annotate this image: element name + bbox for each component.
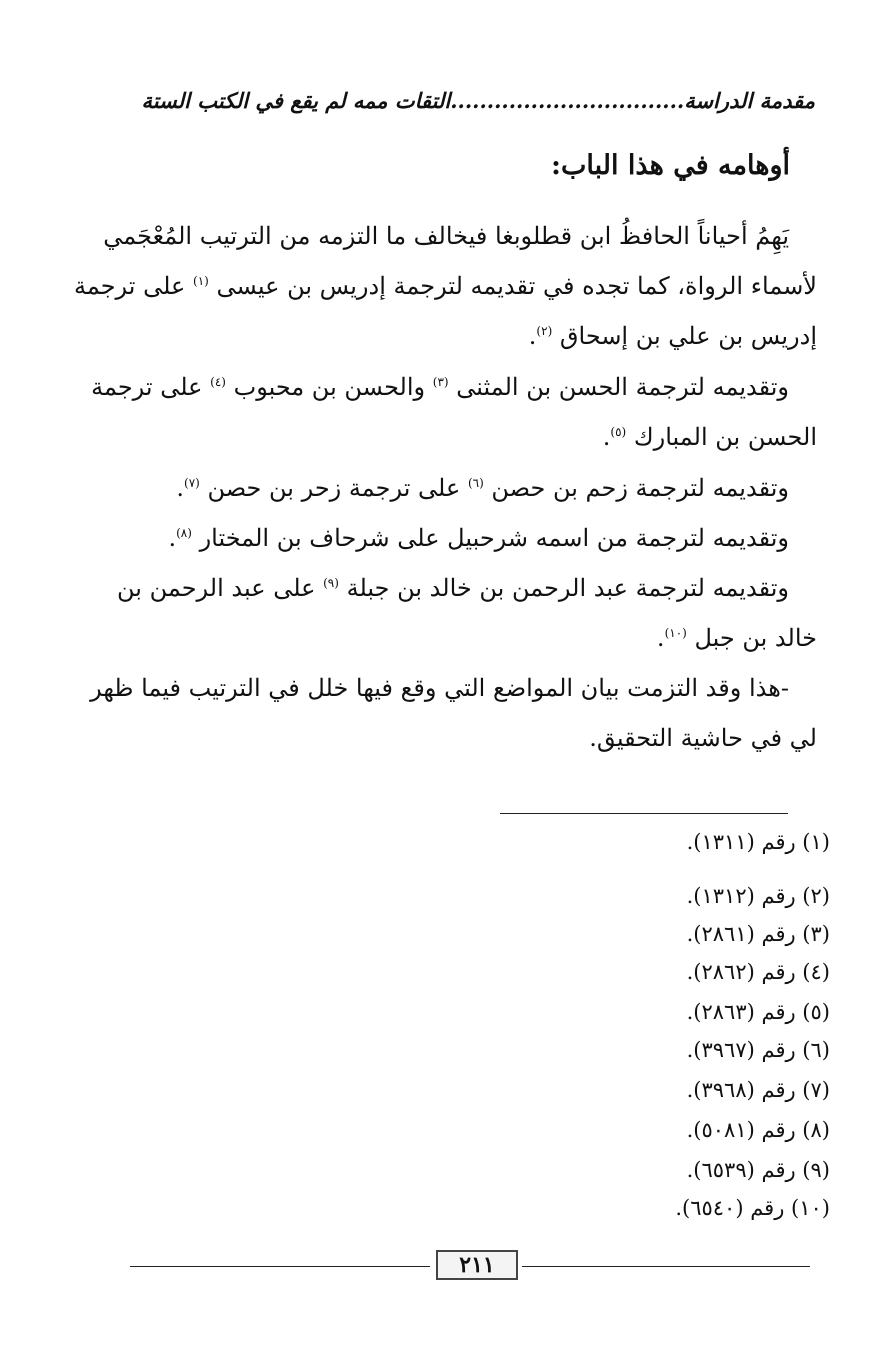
footnote: (١٠) رقم (٦٥٤٠).: [675, 1196, 830, 1220]
section-title: أوهامه في هذا الباب:: [551, 150, 790, 181]
footnote-ref: (١): [193, 274, 209, 288]
body-line: خالد بن جبل $^{(١٠)}$.: [656, 624, 817, 652]
footnote: (٥) رقم (٢٨٦٣).: [686, 1000, 830, 1024]
footer-rule-right: [522, 1266, 810, 1267]
footnote: (٢) رقم (١٣١٢).: [686, 884, 830, 908]
page-number: ٢١١: [436, 1250, 518, 1280]
footnote-ref: (١٠): [664, 626, 687, 640]
body-line: وتقديمه لترجمة عبد الرحمن بن خالد بن جبلة $^{(٩)}$ على عبد الرحمن بن: [117, 574, 789, 602]
footnote-ref: (٧): [184, 476, 200, 490]
footnote: (٧) رقم (٣٩٦٨).: [686, 1078, 830, 1102]
body-line: -هذا وقد التزمت بيان المواضع التي وقع فيها خلل في الترتيب فيما ظهر: [90, 674, 789, 702]
header-section-title: مقدمة الدراسة: [684, 88, 815, 113]
footer-rule-left: [130, 1266, 430, 1267]
header-book-title: التقات ممه لم يقع في الكتب الستة: [141, 88, 451, 113]
footnote: (٤) رقم (٢٨٦٢).: [686, 960, 830, 984]
body-line: وتقديمه لترجمة الحسن بن المثنى $^{(٣)}$ والحسن بن محبوب $^{(٤)}$ على ترجمة: [91, 373, 789, 401]
footnote: (٩) رقم (٦٥٣٩).: [686, 1158, 830, 1182]
footnote: (١) رقم (١٣١١).: [686, 830, 830, 854]
footnote-ref: (٣): [432, 375, 449, 389]
footnote-ref: (٢): [536, 324, 553, 338]
footnote: (٣) رقم (٢٨٦١).: [686, 922, 830, 946]
footnote: (٨) رقم (٥٠٨١).: [686, 1118, 830, 1142]
footnote-ref: (٨): [176, 526, 192, 540]
footnote: (٦) رقم (٣٩٦٧).: [686, 1038, 830, 1062]
body-line: يَهِمُ أحياناً الحافظُ ابن قطلوبغا فيخالف ما التزمه من الترتيب المُعْجَمي: [103, 222, 789, 250]
body-line: الحسن بن المبارك $^{(٥)}$.: [602, 423, 817, 451]
footnote-ref: (٩): [323, 576, 339, 590]
body-line: وتقديمه لترجمة زحم بن حصن $^{(٦)}$ على ترجمة زحر بن حصن $^{(٧)}$.: [176, 474, 789, 502]
body-line: لأسماء الرواة، كما تجده في تقديمه لترجمة إدريس بن عيسى $^{(١)}$ على ترجمة: [73, 272, 817, 300]
running-header: [141, 88, 815, 113]
body-line: لي في حاشية التحقيق.: [589, 724, 817, 752]
header-dots: ................................: [450, 88, 685, 113]
body-line: وتقديمه لترجمة من اسمه شرحبيل على شرحاف بن المختار $^{(٨)}$.: [168, 524, 789, 552]
footnote-ref: (٦): [467, 476, 484, 490]
footnote-separator: [500, 813, 788, 814]
body-line: إدريس بن علي بن إسحاق $^{(٢)}$.: [528, 322, 817, 350]
footnote-ref: (٤): [210, 375, 226, 389]
footnote-ref: (٥): [610, 425, 627, 439]
